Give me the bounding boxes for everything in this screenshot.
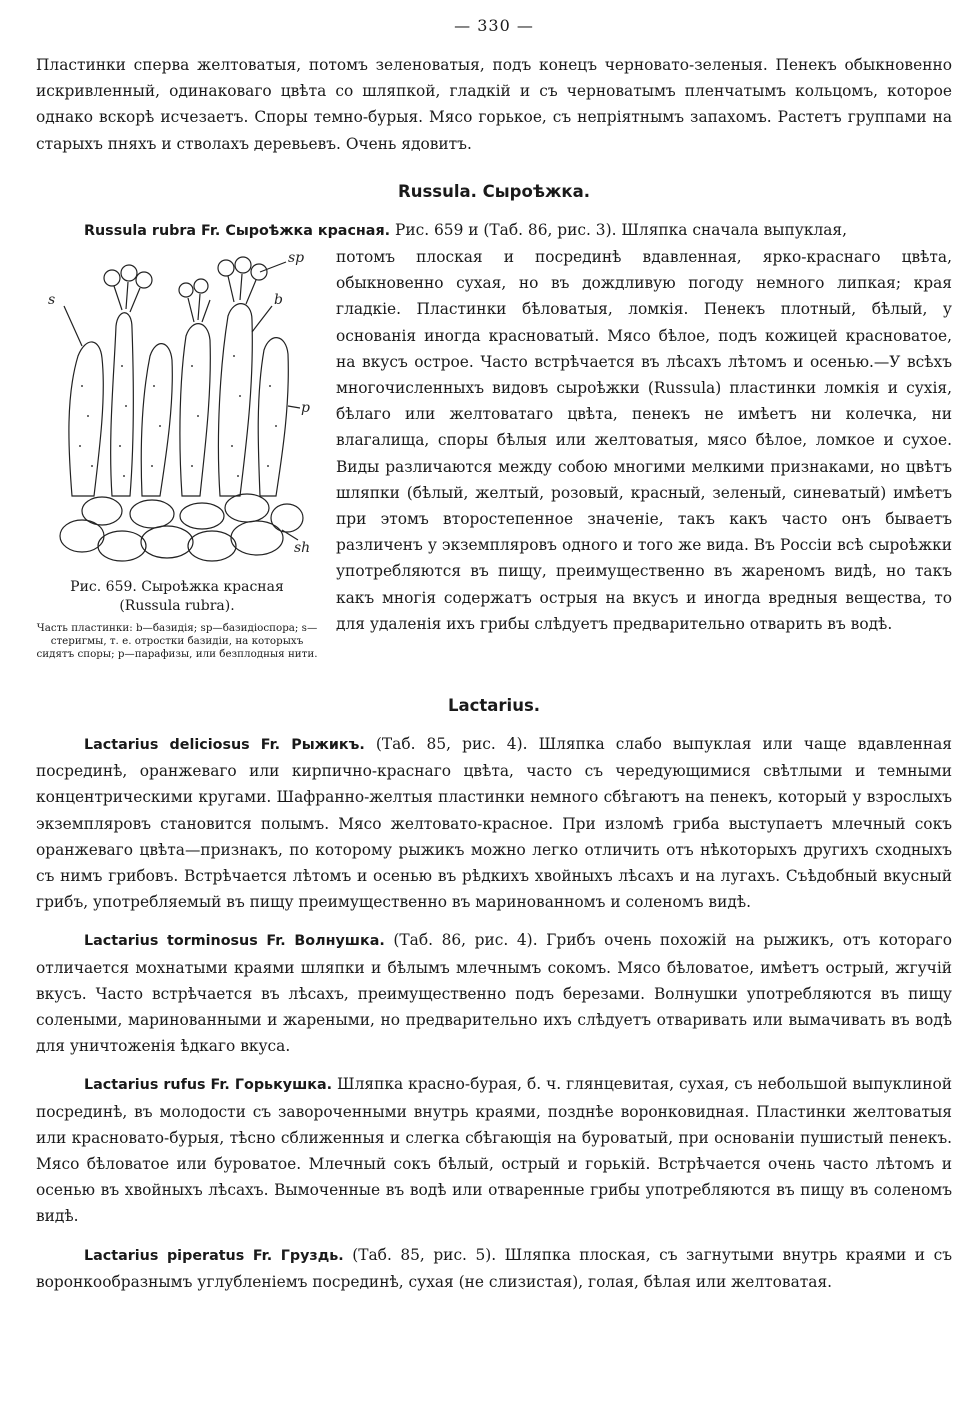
spore <box>104 270 120 286</box>
figure-caption: Часть пластинки: b—базидія; sp—базидіоспора; s—стеригмы, т. е. отростки базидіи, на которыхъ сидятъ споры; p—парафизы, или безплодныя нити. <box>36 622 318 661</box>
paraphysis <box>69 342 103 496</box>
intro-paragraph: Пластинки сперва желтоватыя, потомъ зеленоватыя, подъ конецъ черновато-зеленыя. Пенекъ обыкновенно искривленный, одинаковаго цвѣта со шляпкой, гладкій и съ черноватымъ пленчатымъ кольцомъ, которое однако вскорѣ исчезаетъ. Споры темно-бурыя. Мясо горькое, съ непріятнымъ запахомъ. Растетъ группами на старыхъ пняхъ и стволахъ деревьевъ. Очень ядовитъ. <box>36 56 952 153</box>
sterigma <box>228 274 256 304</box>
entry-heading: Lactarius deliciosus Fr. Рыжикъ. <box>84 737 365 754</box>
entry-russula-rubra <box>36 217 952 244</box>
figure-label-b: b <box>274 292 283 309</box>
entry-text: Шляпка красно-бурая, б. ч. глянцевитая, сухая, съ небольшой выпуклиной посрединѣ, въ молодости съ завороченными внутрь краями, позднѣе воронковидная. Пластинки желтоватыя или красновато-бурыя, тѣсно сближенныя и слегка сбѣгающія на буроватый, при основаніи пушистый пенекъ. Мясо бѣловатое или буроватое. Млечный сокъ бѣлый, острый и горькій. Встрѣчается очень часто лѣтомъ и осенью въ хвойныхъ лѣсахъ. Вымоченные въ водѣ или отваренные грибы употребляются въ пищу въ соленомъ видѣ. <box>36 1075 952 1226</box>
base-cell <box>141 526 193 558</box>
entry-lactarius-deliciosus <box>36 731 952 915</box>
entry-text: (Таб. 85, рис. 5). Шляпка плоская, съ загнутыми внутрь краями и съ воронкообразнымъ углубленіемъ посрединѣ, сухая (не слизистая), голая, бѣлая или желтоватая. <box>36 1245 952 1291</box>
base-cell <box>130 500 174 528</box>
entry-heading: Lactarius piperatus Fr. Груздь. <box>84 1247 344 1264</box>
base-cell <box>188 531 236 561</box>
spore <box>121 265 137 281</box>
entry-russula-rubra-body: потомъ плоская и посрединѣ вдавленная, ярко-краснаго цвѣта, обыкновенно сухая, но въ дождливую погоду немного липкая; края гладкіе. Пластинки бѣловатыя, ломкія. Пенекъ плотный, бѣлый, у основанія иногда красноватый. Мясо бѣлое, подъ кожицей красноватое, на вкусъ острое. Часто встрѣчается въ лѣсахъ лѣтомъ и осенью.—У всѣхъ многочисленныхъ видовъ сыроѣжки (Russula) пластинки ломкія и сухія, бѣлаго или желтоватаго цвѣта, пенекъ не имѣетъ ни колечка, ни влагалища, споры бѣлыя или желтоватыя, мясо бѣлое, ломкое и сухое. Виды различаются между собою многими мелкими признаками, но цвѣтъ шляпки (бѣлый, желтый, розовый, красный, зеленый, синеватый) имѣетъ при этомъ второстепенное значеніе, такъ какъ часто онъ бываетъ различенъ у экземпляровъ одного и того же вида. Въ Россіи всѣ сыроѣжки употребляются въ пищу, преимущественно въ жареномъ видѣ, но такъ какъ многія содержатъ острыя на вкусъ и иногда вредныя вещества, то для удаленія ихъ грибы слѣдуетъ предварительно отварить въ водѣ. <box>336 248 952 633</box>
base-cell <box>231 521 283 555</box>
base-cell <box>98 531 146 561</box>
spore <box>179 283 193 297</box>
figure-659 <box>32 244 322 661</box>
figure-label-sp: sp <box>288 250 305 267</box>
basidium <box>180 324 210 496</box>
base-cell <box>180 503 224 529</box>
entry-lactarius-piperatus <box>36 1242 952 1295</box>
base-cell <box>82 497 122 525</box>
entry-lactarius-torminosus <box>36 927 952 1059</box>
section-title-lactarius: Lactarius. <box>447 696 541 716</box>
figure-label-s: s <box>48 292 56 309</box>
paraphysis <box>141 344 172 496</box>
section-title-russula: Russula. Сыроѣжка. <box>398 181 590 201</box>
figure-label-p: p <box>301 400 310 417</box>
entry-text: (Таб. 86, рис. 4). Грибъ очень похожій на рыжикъ, отъ котораго отличается мохнатыми краями шляпки и бѣлымъ млечнымъ сокомъ. Мясо бѣловатое, имѣетъ острый, жгучій вкусъ. Часто встрѣчается въ лѣсахъ, преимущественно подъ березами. Волнушки употребляются въ пищу солеными, маринованными и жареными, но предварительно ихъ слѣдуетъ отваривать или вымачивать въ водѣ для уничтоженія ѣдкаго вкуса. <box>36 931 952 1056</box>
basidium <box>218 304 252 496</box>
entry-lactarius-rufus <box>36 1071 952 1229</box>
entry-heading: Russula rubra Fr. Сыроѣжка красная. <box>84 222 391 239</box>
leader-line <box>64 306 82 346</box>
entry-heading: Lactarius torminosus Fr. Волнушка. <box>84 933 385 950</box>
leader-line <box>252 306 272 332</box>
entry-heading: Lactarius rufus Fr. Горькушка. <box>84 1077 333 1094</box>
base-cell <box>225 494 269 522</box>
leader-line <box>288 406 300 408</box>
leader-line <box>260 262 286 272</box>
spore <box>251 264 267 280</box>
sterigma <box>114 282 140 312</box>
page-number: — 330 — <box>454 16 534 35</box>
basidia-illustration <box>42 246 312 576</box>
basidium <box>111 313 134 496</box>
entry-lead-text: Рис. 659 и (Таб. 86, рис. 3). Шляпка сначала выпуклая, <box>390 220 848 239</box>
spore <box>235 257 251 273</box>
figure-label-sh: sh <box>294 540 311 557</box>
spore <box>136 272 152 288</box>
figure-title: Рис. 659. Сыроѣжка красная (Russula rubra). <box>70 579 284 615</box>
paraphysis <box>258 338 288 496</box>
base-cell <box>271 504 303 532</box>
spore <box>218 260 234 276</box>
spore <box>194 279 208 293</box>
entry-text: (Таб. 85, рис. 4). Шляпка слабо выпуклая или чаще вдавленная посрединѣ, оранжеваго или кирпично-краснаго цвѣта, часто съ чередующимися свѣтлыми и темными концентрическими кругами. Шафранно-желтыя пластинки немного сбѣгаютъ на пенекъ, который у взрослыхъ экземпляровъ становится полымъ. Мясо желтовато-красное. При изломѣ гриба выступаетъ млечный сокъ оранжеваго цвѣта—признакъ, по которому рыжикъ можно легко отличить отъ нѣкоторыхъ другихъ сходныхъ съ нимъ грибовъ. Встрѣчается лѣтомъ и осенью въ рѣдкихъ хвойныхъ лѣсахъ и на лугахъ. Съѣдобный вкусный грибъ, употребляемый въ пищу преимущественно въ маринованномъ и соленомъ видѣ. <box>36 735 952 912</box>
sterigma <box>188 294 210 322</box>
